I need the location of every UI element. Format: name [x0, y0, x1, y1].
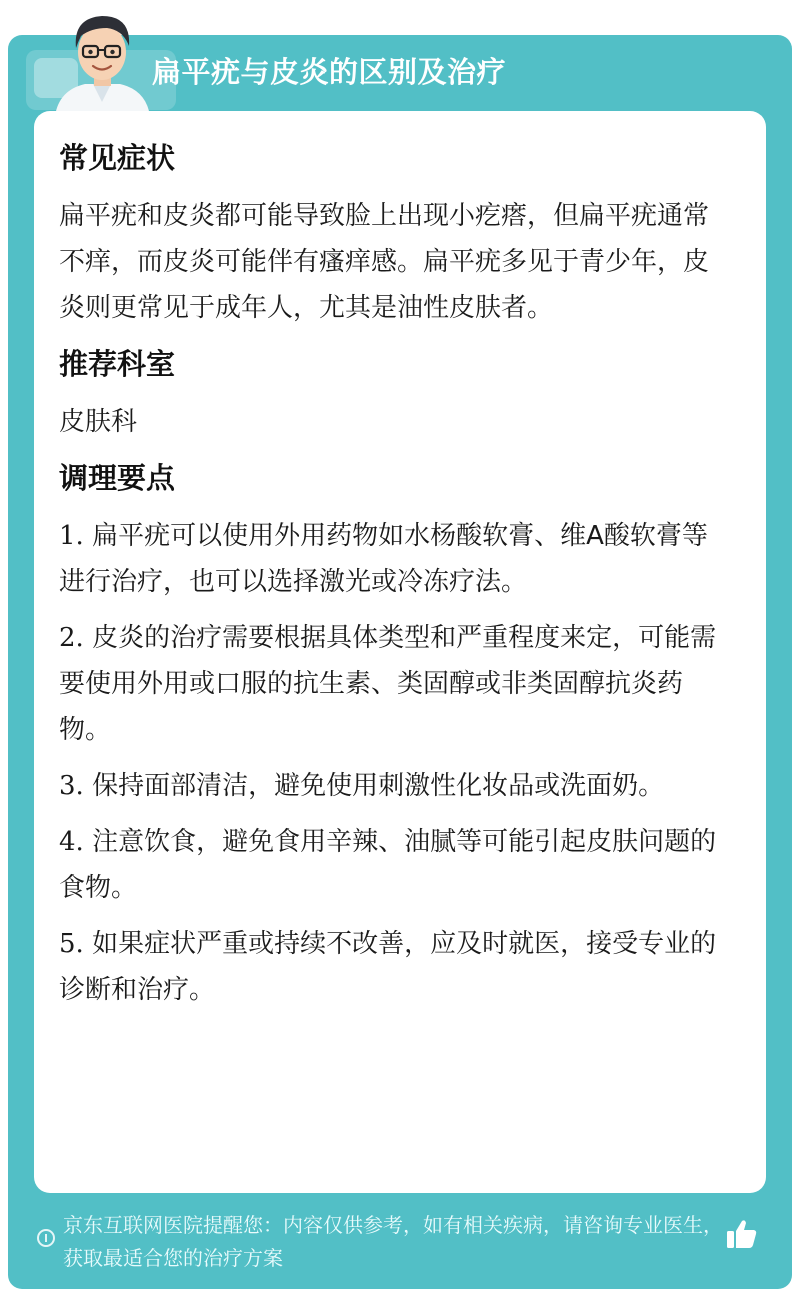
list-item-number: 2. [59, 623, 84, 653]
info-icon [37, 1229, 55, 1247]
list-item-text: 扁平疣可以使用外用药物如水杨酸软膏、维A酸软膏等进行治疗，也可以选择激光或冷冻疗法。 [59, 521, 708, 597]
list-item [59, 819, 729, 911]
symptoms-text: 扁平疣和皮炎都可能导致脸上出现小疙瘩，但扁平疣通常不痒，而皮炎可能伴有瘙痒感。扁平疣多见于青少年，皮炎则更常见于成年人，尤其是油性皮肤者。 [59, 201, 710, 323]
doctor-avatar-icon [45, 6, 160, 116]
list-item-text: 注意饮食，避免食用辛辣、油腻等可能引起皮肤问题的食物。 [59, 827, 717, 903]
thumbs-up-icon[interactable] [724, 1216, 760, 1252]
page-title: 扁平疣与皮炎的区别及治疗 [152, 55, 507, 89]
list-item-text: 保持面部清洁，避免使用刺激性化妆品或洗面奶。 [83, 771, 665, 801]
list-item-number: 5. [59, 929, 84, 959]
list-item-text: 如果症状严重或持续不改善，应及时就医，接受专业的诊断和治疗。 [59, 929, 717, 1005]
list-item [59, 763, 729, 809]
department-text: 皮肤科 [59, 407, 138, 437]
content-area [59, 131, 729, 1023]
section-title-care: 调理要点 [59, 461, 176, 495]
section-title-symptoms: 常见症状 [59, 141, 176, 175]
list-item-number: 3. [59, 771, 84, 801]
list-item-number: 1. [59, 521, 84, 551]
list-item [59, 513, 729, 605]
list-item [59, 921, 729, 1013]
list-item-text: 皮炎的治疗需要根据具体类型和严重程度来定，可能需要使用外用或口服的抗生素、类固醇或非类固醇抗炎药物。 [59, 623, 717, 745]
section-title-department: 推荐科室 [59, 347, 176, 381]
footer-disclaimer: 京东互联网医院提醒您：内容仅供参考，如有相关疾病，请咨询专业医生，获取最适合您的治疗方案 [63, 1213, 723, 1270]
list-item [59, 615, 729, 753]
list-item-number: 4. [59, 827, 84, 857]
care-list [59, 513, 729, 1013]
